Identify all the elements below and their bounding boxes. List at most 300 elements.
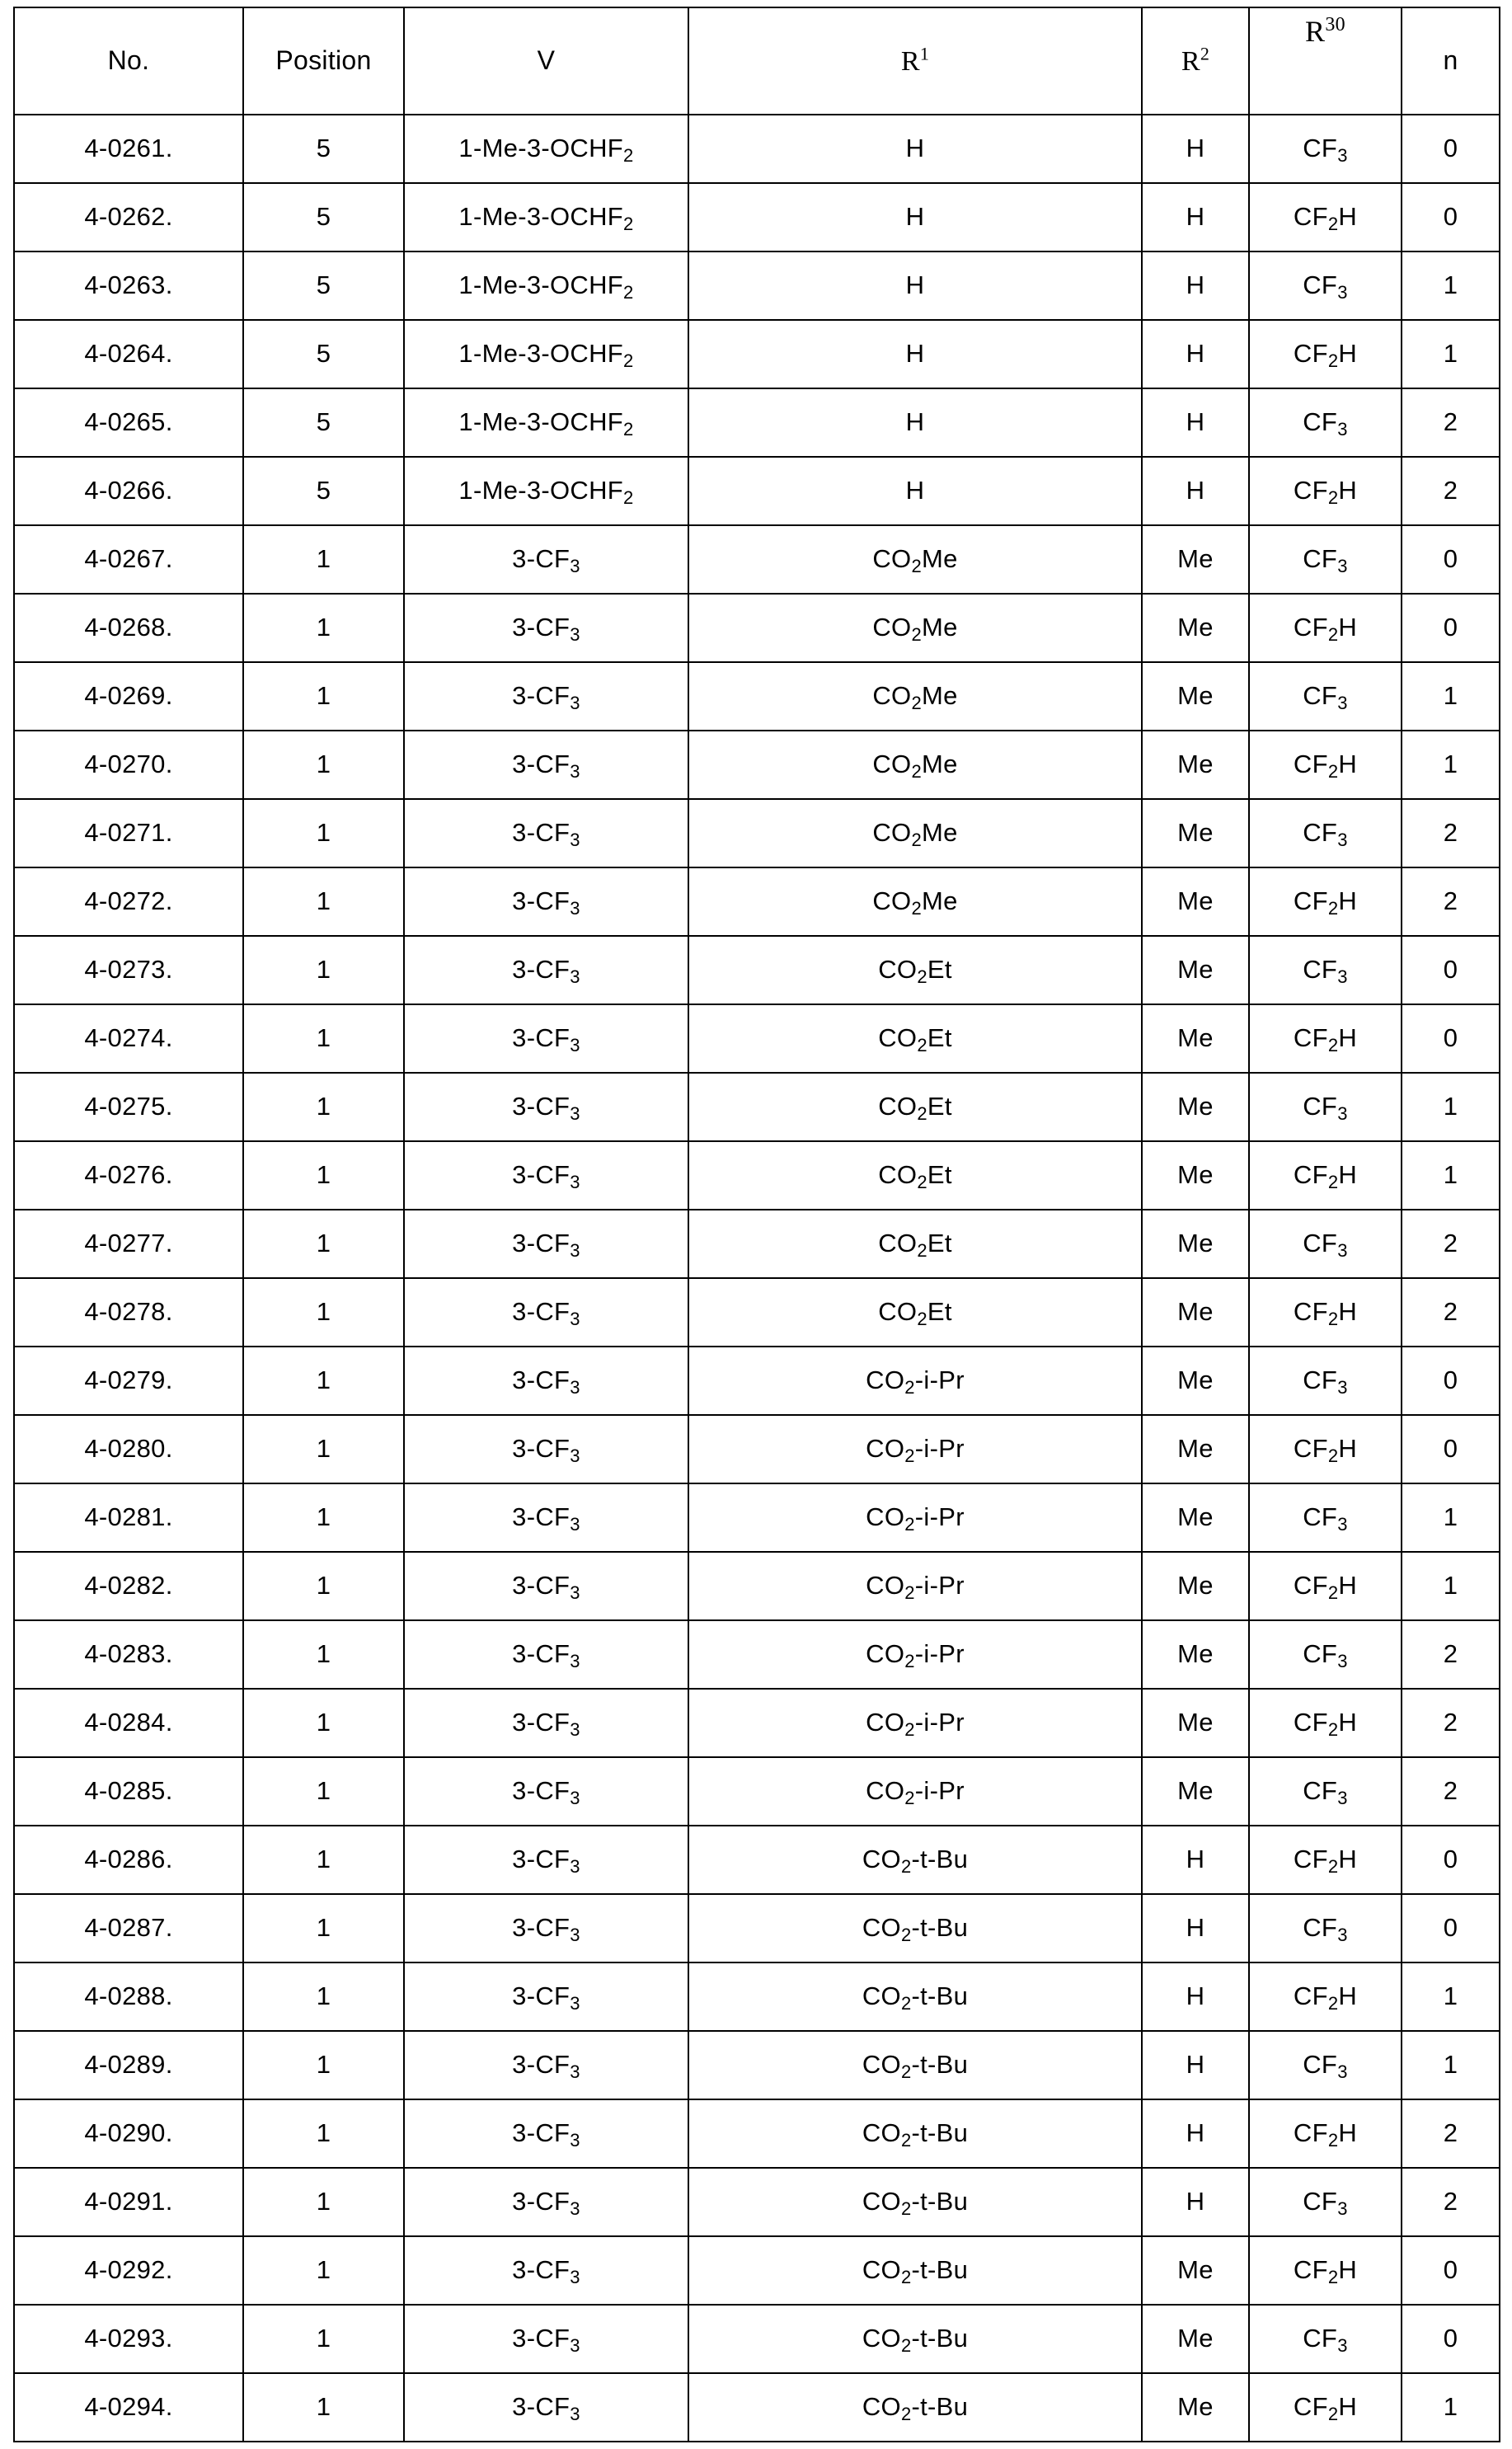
cell-position [243,799,404,867]
cell-no [14,1620,243,1689]
cell-v-value: $3-CF_3$ [512,1366,580,1398]
cell-no [14,1347,243,1415]
cell-r2-value: H [1186,2187,1205,2216]
table-row [14,2099,1500,2168]
cell-r2 [1142,251,1249,320]
cell-r1 [688,2373,1142,2442]
cell-position-value: 1 [316,2187,331,2216]
cell-v [404,115,688,183]
column-header-n [1402,7,1500,115]
cell-n-value: 0 [1443,2324,1458,2353]
cell-r30-value: $CF_3$ [1303,1502,1348,1535]
cell-r30-value: $CF_2H$ [1293,476,1358,509]
cell-r30-value: $CF_3$ [1303,1913,1348,1946]
cell-n [1402,2236,1500,2305]
table-row [14,1757,1500,1826]
cell-n-value: 2 [1443,1708,1458,1737]
cell-v [404,594,688,662]
cell-position [243,936,404,1004]
cell-no [14,2305,243,2373]
cell-r30 [1249,1826,1402,1894]
table-row [14,525,1500,594]
table-row [14,1552,1500,1620]
column-header-r1-label: $R^1$ [900,44,930,78]
cell-r2 [1142,1347,1249,1415]
cell-r30 [1249,1415,1402,1483]
cell-position [243,183,404,251]
cell-r1 [688,2305,1142,2373]
cell-n-value: 0 [1443,1913,1458,1943]
cell-position [243,594,404,662]
column-header-r30 [1249,7,1402,115]
cell-n [1402,594,1500,662]
cell-v [404,457,688,525]
cell-r2 [1142,1073,1249,1141]
cell-v [404,731,688,799]
cell-n-value: 2 [1443,1639,1458,1669]
cell-v-value: $3-CF_3$ [512,2324,580,2357]
cell-r1-value: $CO_2-i-Pr$ [866,1571,965,1604]
table-row [14,1689,1500,1757]
table-row [14,1962,1500,2031]
cell-v [404,1620,688,1689]
cell-no-value: 4-0289. [84,2050,173,2080]
cell-r2 [1142,2031,1249,2099]
cell-r2-value: Me [1177,1023,1214,1053]
cell-no-value: 4-0290. [84,2118,173,2148]
cell-r1-value: $CO_2Et$ [878,1160,952,1193]
cell-n-value: 2 [1443,2187,1458,2216]
table-body [14,115,1500,2442]
cell-v [404,388,688,457]
cell-no [14,2373,243,2442]
cell-r1-value: $CO_2Et$ [878,1297,952,1330]
cell-r2 [1142,2373,1249,2442]
cell-v-value: $3-CF_3$ [512,2392,580,2425]
cell-v-value: $3-CF_3$ [512,681,580,714]
cell-n [1402,1278,1500,1347]
cell-r1-value: $CO_2-t-Bu$ [862,1981,969,2014]
column-header-r2 [1142,7,1249,115]
cell-position [243,2305,404,2373]
cell-v-value: $3-CF_3$ [512,818,580,851]
cell-r2-value: Me [1177,1571,1214,1601]
cell-r1-value: $CO_2Me$ [872,750,958,783]
cell-r1 [688,1962,1142,2031]
cell-n [1402,1141,1500,1210]
table-row [14,1278,1500,1347]
column-header-position [243,7,404,115]
cell-r2 [1142,1141,1249,1210]
cell-r2 [1142,457,1249,525]
cell-no-value: 4-0280. [84,1434,173,1464]
cell-v [404,936,688,1004]
cell-r30-value: $CF_2H$ [1293,1981,1358,2014]
cell-r30-value: $CF_2H$ [1293,613,1358,646]
table-row [14,2236,1500,2305]
cell-no [14,1894,243,1962]
cell-v [404,1141,688,1210]
cell-n [1402,1483,1500,1552]
cell-r2-value: Me [1177,955,1214,985]
cell-v [404,1552,688,1620]
cell-r2-value: H [1186,134,1205,163]
table-row [14,115,1500,183]
cell-n [1402,1552,1500,1620]
cell-n-value: 0 [1443,2255,1458,2285]
cell-r30 [1249,1894,1402,1962]
cell-no-value: 4-0269. [84,681,173,711]
cell-position-value: 1 [316,681,331,711]
cell-r1-value: $CO_2Me$ [872,613,958,646]
cell-no [14,525,243,594]
cell-r30 [1249,320,1402,388]
cell-no [14,251,243,320]
cell-r30 [1249,525,1402,594]
cell-position [243,320,404,388]
cell-r2-value: Me [1177,1502,1214,1532]
table-row [14,799,1500,867]
cell-position [243,2168,404,2236]
cell-r2 [1142,1415,1249,1483]
cell-r30 [1249,1962,1402,2031]
cell-n [1402,251,1500,320]
cell-no [14,594,243,662]
cell-position [243,2236,404,2305]
cell-position [243,1620,404,1689]
cell-no-value: 4-0283. [84,1639,173,1669]
cell-position-value: 1 [316,1639,331,1669]
cell-r30-value: $CF_2H$ [1293,202,1358,235]
cell-position-value: 1 [316,818,331,848]
cell-r30-value: $CF_2H$ [1293,886,1358,919]
cell-r30-value: $CF_2H$ [1293,1845,1358,1878]
cell-r30 [1249,936,1402,1004]
cell-r30-value: $CF_2H$ [1293,750,1358,783]
cell-r30-value: $CF_2H$ [1293,1434,1358,1467]
cell-v-value: $3-CF_3$ [512,1297,580,1330]
cell-r1 [688,1004,1142,1073]
cell-r2-value: H [1186,1981,1205,2011]
cell-n [1402,1757,1500,1826]
cell-r1 [688,662,1142,731]
cell-r30-value: $CF_2H$ [1293,2118,1358,2151]
cell-v-value: $1-Me-3-OCHF_2$ [458,476,634,509]
cell-v-value: $3-CF_3$ [512,955,580,988]
cell-r1 [688,457,1142,525]
cell-r1 [688,1620,1142,1689]
cell-position [243,662,404,731]
cell-r2-value: Me [1177,613,1214,642]
cell-n-value: 1 [1443,750,1458,779]
cell-r30 [1249,799,1402,867]
cell-position-value: 1 [316,1502,331,1532]
cell-v [404,320,688,388]
cell-position [243,251,404,320]
cell-position-value: 1 [316,2255,331,2285]
cell-r1-value: $CO_2-t-Bu$ [862,2187,969,2220]
cell-position-value: 5 [316,202,331,232]
cell-n-value: 1 [1443,270,1458,300]
table-row [14,662,1500,731]
cell-r1-value: $CO_2-i-Pr$ [866,1434,965,1467]
cell-position-value: 5 [316,407,331,437]
cell-n-value: 2 [1443,476,1458,505]
cell-n-value: 1 [1443,2050,1458,2080]
cell-position-value: 1 [316,1981,331,2011]
cell-position-value: 1 [316,886,331,916]
cell-r30-value: $CF_3$ [1303,1229,1348,1262]
cell-v-value: $3-CF_3$ [512,1845,580,1878]
cell-r2-value: H [1186,407,1205,437]
cell-position-value: 1 [316,750,331,779]
cell-n [1402,457,1500,525]
cell-n [1402,662,1500,731]
cell-r2 [1142,1826,1249,1894]
cell-n [1402,1347,1500,1415]
cell-v-value: $3-CF_3$ [512,2187,580,2220]
cell-r2-value: Me [1177,2324,1214,2353]
cell-r1 [688,1826,1142,1894]
cell-position-value: 5 [316,476,331,505]
cell-n-value: 0 [1443,1434,1458,1464]
cell-r30-value: $CF_3$ [1303,2050,1348,2083]
cell-n [1402,1415,1500,1483]
cell-r2-value: Me [1177,1092,1214,1121]
cell-v [404,1483,688,1552]
cell-r2-value: Me [1177,750,1214,779]
cell-no-value: 4-0273. [84,955,173,985]
cell-v [404,2373,688,2442]
column-header-no [14,7,243,115]
table-header-row [14,7,1500,115]
cell-no-value: 4-0279. [84,1366,173,1395]
cell-no [14,1962,243,2031]
cell-r30 [1249,1278,1402,1347]
cell-position-value: 1 [316,2392,331,2422]
cell-n-value: 0 [1443,1845,1458,1874]
cell-r30 [1249,662,1402,731]
cell-r30 [1249,2031,1402,2099]
table-row [14,867,1500,936]
cell-n-value: 1 [1443,1981,1458,2011]
cell-no-value: 4-0264. [84,339,173,369]
cell-n [1402,731,1500,799]
cell-n-value: 0 [1443,1366,1458,1395]
cell-n-value: 0 [1443,202,1458,232]
cell-r2-value: Me [1177,1776,1214,1806]
cell-r30 [1249,1620,1402,1689]
cell-n-value: 1 [1443,1502,1458,1532]
cell-r1 [688,2099,1142,2168]
cell-r30-value: $CF_3$ [1303,134,1348,167]
cell-r30 [1249,2373,1402,2442]
cell-r30-value: $CF_2H$ [1293,1297,1358,1330]
cell-no [14,457,243,525]
cell-v-value: $3-CF_3$ [512,544,580,577]
cell-position [243,1689,404,1757]
cell-r2 [1142,388,1249,457]
cell-no [14,2168,243,2236]
cell-no [14,388,243,457]
cell-r2-value: Me [1177,1160,1214,1190]
cell-r1-value: $CO_2-t-Bu$ [862,2118,969,2151]
cell-r1-value: H [905,270,925,300]
cell-r30 [1249,2099,1402,2168]
cell-v [404,2168,688,2236]
cell-r1-value: $CO_2-t-Bu$ [862,2255,969,2288]
cell-no-value: 4-0270. [84,750,173,779]
table-row [14,1826,1500,1894]
cell-r1-value: $CO_2-i-Pr$ [866,1776,965,1809]
cell-r1 [688,799,1142,867]
cell-r30-value: $CF_3$ [1303,2324,1348,2357]
cell-no-value: 4-0265. [84,407,173,437]
cell-r2 [1142,2168,1249,2236]
cell-no [14,1483,243,1552]
cell-no-value: 4-0293. [84,2324,173,2353]
cell-r2-value: H [1186,202,1205,232]
cell-r30-value: $CF_3$ [1303,818,1348,851]
cell-r2-value: Me [1177,1708,1214,1737]
cell-r30-value: $CF_3$ [1303,955,1348,988]
cell-r1-value: $CO_2-t-Bu$ [862,2392,969,2425]
cell-position [243,731,404,799]
cell-no [14,1278,243,1347]
cell-n-value: 0 [1443,955,1458,985]
cell-v [404,251,688,320]
cell-r30-value: $CF_3$ [1303,2187,1348,2220]
cell-r30 [1249,1347,1402,1415]
cell-n [1402,1689,1500,1757]
cell-r30 [1249,2236,1402,2305]
cell-v [404,1757,688,1826]
cell-v-value: $3-CF_3$ [512,1639,580,1672]
table-row [14,731,1500,799]
cell-r1 [688,115,1142,183]
cell-r2-value: Me [1177,2392,1214,2422]
cell-n-value: 1 [1443,2392,1458,2422]
cell-no [14,183,243,251]
cell-r2-value: Me [1177,681,1214,711]
cell-no-value: 4-0288. [84,1981,173,2011]
cell-position-value: 1 [316,1776,331,1806]
cell-v-value: $3-CF_3$ [512,1708,580,1741]
cell-r1-value: $CO_2Et$ [878,1229,952,1262]
column-header-r1 [688,7,1142,115]
cell-v-value: $1-Me-3-OCHF_2$ [458,407,634,440]
cell-r30 [1249,1210,1402,1278]
cell-n-value: 2 [1443,407,1458,437]
cell-no-value: 4-0294. [84,2392,173,2422]
cell-no [14,2099,243,2168]
cell-no-value: 4-0282. [84,1571,173,1601]
table-row [14,1073,1500,1141]
cell-n-value: 1 [1443,339,1458,369]
cell-v-value: $3-CF_3$ [512,1502,580,1535]
cell-r1-value: $CO_2-t-Bu$ [862,1913,969,1946]
cell-r1 [688,2168,1142,2236]
cell-no-value: 4-0261. [84,134,173,163]
cell-position [243,1004,404,1073]
cell-n [1402,867,1500,936]
cell-r30-value: $CF_2H$ [1293,1708,1358,1741]
table-row [14,1004,1500,1073]
cell-v [404,2236,688,2305]
cell-r30 [1249,251,1402,320]
cell-r1-value: $CO_2Me$ [872,886,958,919]
cell-n [1402,1073,1500,1141]
cell-position [243,1962,404,2031]
cell-position [243,1415,404,1483]
cell-no-value: 4-0277. [84,1229,173,1258]
cell-r1 [688,183,1142,251]
cell-r2-value: Me [1177,886,1214,916]
cell-n-value: 2 [1443,1297,1458,1327]
cell-r2-value: Me [1177,1297,1214,1327]
cell-r2-value: Me [1177,1366,1214,1395]
table-row [14,1894,1500,1962]
cell-r2 [1142,1894,1249,1962]
cell-r2-value: H [1186,476,1205,505]
column-header-v [404,7,688,115]
column-header-v-label: V [537,45,556,76]
cell-r2 [1142,1620,1249,1689]
cell-r30-value: $CF_3$ [1303,1366,1348,1398]
cell-r1 [688,1347,1142,1415]
cell-position [243,1210,404,1278]
cell-no-value: 4-0278. [84,1297,173,1327]
cell-v-value: $3-CF_3$ [512,1229,580,1262]
table-row [14,1620,1500,1689]
cell-r2-value: Me [1177,2255,1214,2285]
substituent-table [13,7,1500,2442]
cell-position [243,525,404,594]
cell-r30 [1249,594,1402,662]
cell-n [1402,2099,1500,2168]
cell-r1 [688,1689,1142,1757]
table-header [14,7,1500,115]
cell-no-value: 4-0271. [84,818,173,848]
cell-r2 [1142,183,1249,251]
cell-no-value: 4-0263. [84,270,173,300]
cell-v-value: $1-Me-3-OCHF_2$ [458,339,634,372]
cell-r30 [1249,1552,1402,1620]
cell-r1 [688,251,1142,320]
table-row [14,1141,1500,1210]
cell-n-value: 2 [1443,1229,1458,1258]
cell-r30-value: $CF_2H$ [1293,2255,1358,2288]
cell-r2-value: Me [1177,1434,1214,1464]
cell-r1-value: H [905,134,925,163]
cell-no [14,662,243,731]
cell-r30 [1249,183,1402,251]
cell-r2 [1142,1210,1249,1278]
cell-r1-value: $CO_2Me$ [872,818,958,851]
cell-position [243,1483,404,1552]
cell-n [1402,1620,1500,1689]
column-header-position-label: Position [275,45,372,76]
cell-position [243,1894,404,1962]
cell-r1 [688,1210,1142,1278]
cell-r2-value: Me [1177,544,1214,574]
cell-position [243,457,404,525]
cell-r30 [1249,388,1402,457]
column-header-n-label: n [1443,45,1458,76]
cell-r30-value: $CF_2H$ [1293,1571,1358,1604]
cell-r2 [1142,2236,1249,2305]
cell-no-value: 4-0281. [84,1502,173,1532]
